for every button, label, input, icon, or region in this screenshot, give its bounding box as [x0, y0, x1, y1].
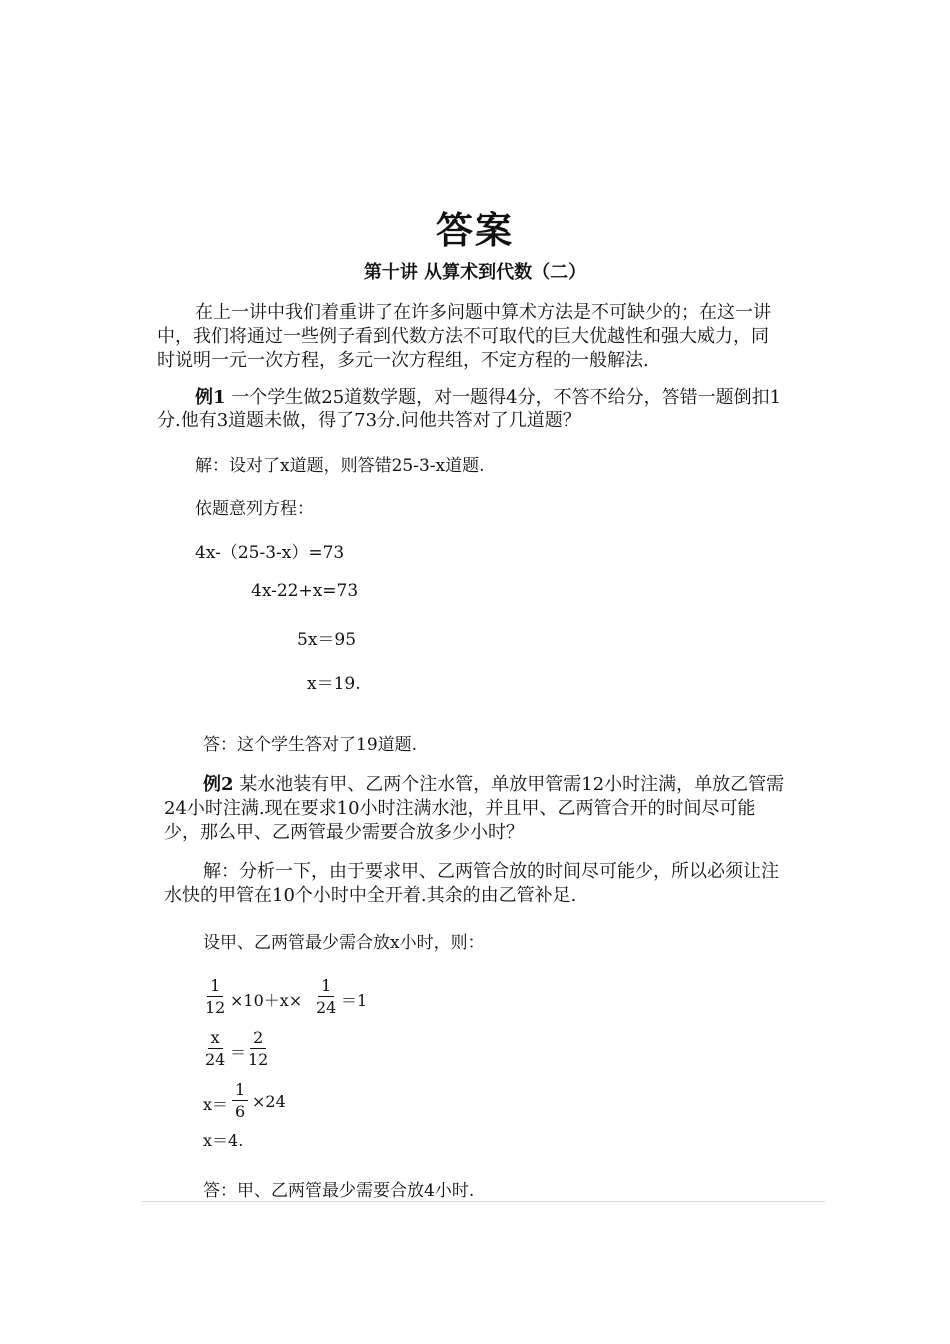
math-equals: ＝	[230, 1043, 247, 1062]
fraction-numerator: x	[208, 1028, 223, 1049]
lecture-subtitle: 第十讲 从算术到代数（二）	[363, 262, 587, 283]
fraction-x-24	[202, 1028, 228, 1069]
example2-solution-line-1: 解：分析一下，由于要求甲、乙两管合放的时间尽可能少，所以必须让注	[203, 861, 779, 882]
example2-label: 例2	[203, 774, 234, 795]
example1-answer: 答：这个学生答对了19道题.	[203, 735, 418, 755]
fraction-denominator: 6	[235, 1102, 246, 1121]
fraction-numerator: 1	[207, 976, 223, 997]
example2-answer: 答：甲、乙两管最少需要合放4小时.	[203, 1181, 475, 1201]
example1-setup: 依题意列方程：	[195, 499, 314, 519]
math-times-24: ×24	[252, 1092, 286, 1111]
fraction-numerator: 1	[232, 1080, 248, 1101]
fraction-numerator: 2	[250, 1028, 266, 1049]
example1-text-1: 一个学生做25道数学题，对一题得4分，不答不给分，答错一题倒扣1	[225, 387, 782, 408]
fraction-denominator: 24	[316, 998, 337, 1017]
fraction-numerator: 1	[318, 976, 334, 997]
fraction-1-6	[232, 1080, 248, 1121]
page-title: 答案	[436, 209, 514, 252]
fraction-1-12	[202, 976, 228, 1017]
example1-equation-1: 4x-（25-3-x）=73	[195, 543, 345, 563]
example2-statement-line-3: 少，那么甲、乙两管最少需要合放多少小时？	[164, 822, 524, 843]
example1-solution: 解：设对了x道题，则答错25-3-x道题.	[195, 456, 485, 476]
fraction-denominator: 12	[205, 998, 226, 1017]
math-result: x＝4.	[203, 1131, 244, 1150]
math-x-equals: x＝	[203, 1095, 229, 1114]
example1-statement-line-1	[195, 386, 781, 410]
intro-line-2: 中，我们将通过一些例子看到代数方法不可取代的巨大优越性和强大威力，同	[157, 326, 769, 347]
intro-line-1: 在上一讲中我们着重讲了在许多问题中算术方法是不可缺少的；在这一讲	[195, 302, 771, 323]
fraction-2-12	[245, 1028, 271, 1069]
example1-label: 例1	[195, 387, 226, 408]
example2-statement-line-2: 24小时注满.现在要求10小时注满水池，并且甲、乙两管合开的时间尽可能	[164, 798, 756, 819]
bottom-divider	[142, 1201, 825, 1202]
example2-solution-line-2: 水快的甲管在10个小时中全开着.其余的由乙管补足.	[164, 885, 577, 906]
example1-equation-2: 4x-22+x=73	[251, 581, 359, 601]
example2-text-1: 某水池装有甲、乙两个注水管，单放甲管需12小时注满，单放乙管需	[233, 774, 785, 795]
fraction-denominator: 24	[205, 1050, 226, 1069]
example1-equation-4: x＝19.	[307, 674, 361, 694]
example1-statement-line-2: 分.他有3道题未做，得了73分.问他共答对了几道题？	[157, 410, 581, 431]
example2-setup: 设甲、乙两管最少需合放x小时，则：	[203, 933, 485, 953]
example1-equation-3: 5x＝95	[297, 630, 357, 650]
intro-line-3: 时说明一元一次方程，多元一次方程组，不定方程的一般解法.	[157, 350, 649, 371]
fraction-1-24	[313, 976, 339, 1017]
math-end-1: ＝1	[341, 991, 368, 1010]
math-middle-1: ×10＋x×	[230, 991, 303, 1010]
fraction-denominator: 12	[248, 1050, 269, 1069]
example2-statement-line-1	[203, 773, 784, 797]
